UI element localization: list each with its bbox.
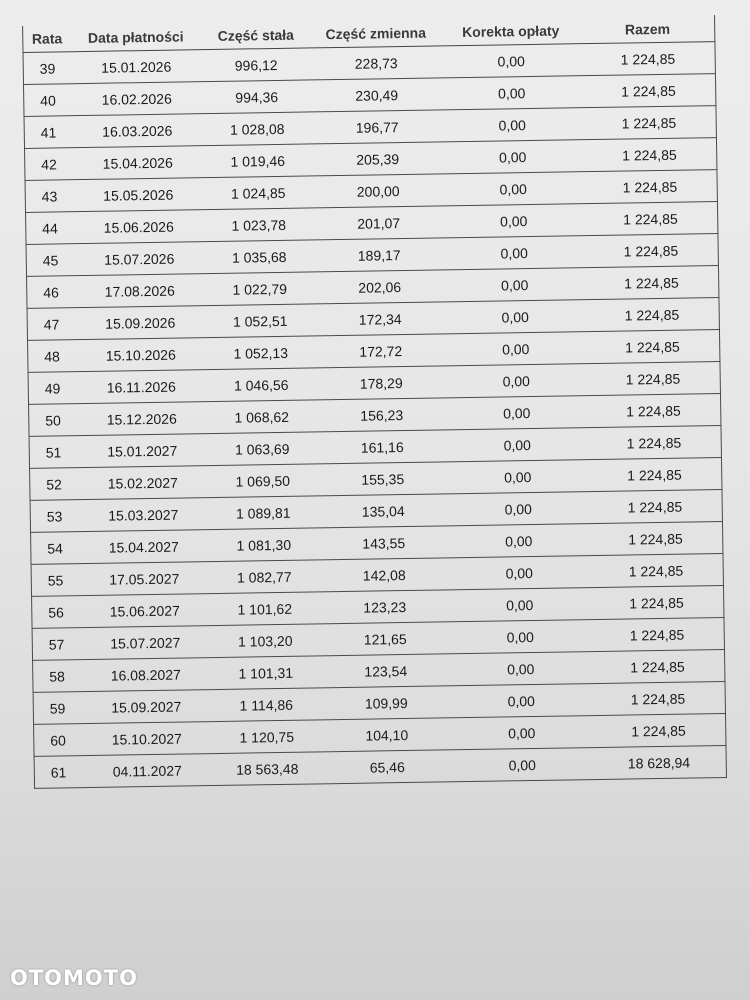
cell-fee-correction: 0,00 bbox=[441, 76, 581, 110]
cell-payment-date: 17.08.2026 bbox=[75, 274, 205, 308]
cell-fee-correction: 0,00 bbox=[443, 172, 583, 206]
cell-total: 1 224,85 bbox=[586, 362, 720, 396]
cell-variable-part: 65,46 bbox=[322, 750, 452, 784]
cell-fixed-part: 994,36 bbox=[201, 80, 311, 114]
cell-variable-part: 228,73 bbox=[311, 46, 441, 80]
cell-variable-part: 161,16 bbox=[317, 430, 447, 464]
cell-rata: 44 bbox=[26, 212, 74, 245]
cell-rata: 41 bbox=[24, 116, 72, 149]
cell-fixed-part: 1 052,51 bbox=[205, 304, 315, 338]
cell-rata: 60 bbox=[34, 724, 82, 757]
cell-payment-date: 15.07.2026 bbox=[74, 242, 204, 276]
cell-variable-part: 123,54 bbox=[321, 654, 451, 688]
cell-payment-date: 15.01.2027 bbox=[77, 434, 207, 468]
cell-payment-date: 15.06.2026 bbox=[74, 210, 204, 244]
cell-variable-part: 121,65 bbox=[320, 622, 450, 656]
cell-payment-date: 17.05.2027 bbox=[79, 562, 209, 596]
cell-fee-correction: 0,00 bbox=[447, 428, 587, 462]
cell-total: 1 224,85 bbox=[589, 586, 723, 620]
cell-total: 1 224,85 bbox=[582, 138, 716, 172]
cell-variable-part: 172,34 bbox=[315, 302, 445, 336]
cell-rata: 42 bbox=[25, 148, 73, 181]
cell-fixed-part: 1 028,08 bbox=[202, 112, 312, 146]
cell-rata: 54 bbox=[31, 532, 79, 565]
cell-fee-correction: 0,00 bbox=[444, 268, 584, 302]
cell-rata: 58 bbox=[33, 660, 81, 693]
payment-schedule-table bbox=[22, 15, 727, 789]
cell-fee-correction: 0,00 bbox=[451, 684, 591, 718]
cell-total: 1 224,85 bbox=[583, 202, 717, 236]
cell-fee-correction: 0,00 bbox=[450, 620, 590, 654]
cell-fee-correction: 0,00 bbox=[442, 108, 582, 142]
cell-payment-date: 15.07.2027 bbox=[80, 626, 210, 660]
cell-fixed-part: 1 024,85 bbox=[203, 176, 313, 210]
cell-rata: 59 bbox=[33, 692, 81, 725]
cell-fixed-part: 1 063,69 bbox=[207, 432, 317, 466]
cell-fixed-part: 1 101,62 bbox=[210, 592, 320, 626]
cell-fixed-part: 1 081,30 bbox=[209, 528, 319, 562]
cell-rata: 53 bbox=[30, 500, 78, 533]
cell-rata: 55 bbox=[31, 564, 79, 597]
cell-rata: 43 bbox=[25, 180, 73, 213]
header-rata: Rata bbox=[23, 25, 71, 52]
cell-variable-part: 109,99 bbox=[321, 686, 451, 720]
otomoto-watermark-logo: OTOMOTO bbox=[10, 966, 138, 990]
cell-fixed-part: 1 022,79 bbox=[205, 272, 315, 306]
cell-total: 1 224,85 bbox=[590, 650, 724, 684]
cell-fee-correction: 0,00 bbox=[445, 332, 585, 366]
cell-variable-part: 155,35 bbox=[318, 462, 448, 496]
cell-total: 1 224,85 bbox=[585, 330, 719, 364]
cell-total: 1 224,85 bbox=[591, 682, 725, 716]
cell-fixed-part: 1 114,86 bbox=[211, 688, 321, 722]
cell-fee-correction: 0,00 bbox=[448, 492, 588, 526]
cell-payment-date: 15.04.2026 bbox=[73, 146, 203, 180]
cell-fee-correction: 0,00 bbox=[446, 364, 586, 398]
cell-total: 1 224,85 bbox=[590, 618, 724, 652]
cell-total: 1 224,85 bbox=[584, 266, 718, 300]
cell-variable-part: 123,23 bbox=[320, 590, 450, 624]
cell-fixed-part: 996,12 bbox=[201, 48, 311, 82]
cell-fixed-part: 1 046,56 bbox=[206, 368, 316, 402]
cell-fee-correction: 0,00 bbox=[443, 204, 583, 238]
cell-fee-correction: 0,00 bbox=[441, 44, 581, 78]
cell-payment-date: 15.10.2026 bbox=[76, 338, 206, 372]
cell-rata: 52 bbox=[30, 468, 78, 501]
cell-fixed-part: 1 069,50 bbox=[208, 464, 318, 498]
cell-fee-correction: 0,00 bbox=[450, 588, 590, 622]
cell-total: 1 224,85 bbox=[582, 106, 716, 140]
cell-variable-part: 178,29 bbox=[316, 366, 446, 400]
header-fixed-part: Część stała bbox=[201, 21, 311, 49]
header-payment-date: Data płatności bbox=[71, 23, 201, 52]
cell-variable-part: 156,23 bbox=[317, 398, 447, 432]
cell-rata: 51 bbox=[29, 436, 77, 469]
cell-rata: 50 bbox=[29, 404, 77, 437]
cell-rata: 48 bbox=[28, 340, 76, 373]
cell-fixed-part: 1 101,31 bbox=[211, 656, 321, 690]
cell-payment-date: 15.06.2027 bbox=[80, 594, 210, 628]
cell-total: 1 224,85 bbox=[587, 426, 721, 460]
cell-variable-part: 200,00 bbox=[313, 174, 443, 208]
cell-fixed-part: 1 089,81 bbox=[208, 496, 318, 530]
header-total: Razem bbox=[581, 15, 715, 44]
cell-fee-correction: 0,00 bbox=[452, 748, 592, 782]
cell-rata: 40 bbox=[24, 84, 72, 117]
cell-total: 1 224,85 bbox=[589, 554, 723, 588]
cell-fixed-part: 1 103,20 bbox=[210, 624, 320, 658]
cell-rata: 61 bbox=[34, 756, 82, 789]
cell-rata: 39 bbox=[23, 52, 71, 85]
cell-fixed-part: 1 068,62 bbox=[207, 400, 317, 434]
cell-total: 1 224,85 bbox=[585, 298, 719, 332]
cell-payment-date: 15.03.2027 bbox=[78, 498, 208, 532]
cell-variable-part: 189,17 bbox=[314, 238, 444, 272]
cell-total: 1 224,85 bbox=[587, 458, 721, 492]
cell-payment-date: 16.11.2026 bbox=[76, 370, 206, 404]
cell-payment-date: 15.10.2027 bbox=[82, 722, 212, 756]
cell-variable-part: 196,77 bbox=[312, 110, 442, 144]
cell-total: 1 224,85 bbox=[581, 74, 715, 108]
cell-payment-date: 16.08.2027 bbox=[81, 658, 211, 692]
cell-payment-date: 04.11.2027 bbox=[82, 754, 212, 788]
cell-total: 1 224,85 bbox=[584, 234, 718, 268]
cell-variable-part: 142,08 bbox=[319, 558, 449, 592]
cell-rata: 56 bbox=[32, 596, 80, 629]
cell-fee-correction: 0,00 bbox=[442, 140, 582, 174]
cell-total: 1 224,85 bbox=[588, 490, 722, 524]
cell-payment-date: 16.02.2026 bbox=[72, 82, 202, 116]
cell-variable-part: 202,06 bbox=[314, 270, 444, 304]
cell-total: 1 224,85 bbox=[591, 714, 725, 748]
cell-variable-part: 143,55 bbox=[319, 526, 449, 560]
cell-rata: 49 bbox=[28, 372, 76, 405]
table-body bbox=[23, 42, 726, 789]
cell-fee-correction: 0,00 bbox=[447, 460, 587, 494]
cell-fixed-part: 18 563,48 bbox=[212, 752, 322, 786]
cell-variable-part: 230,49 bbox=[311, 78, 441, 112]
cell-variable-part: 172,72 bbox=[315, 334, 445, 368]
cell-rata: 57 bbox=[32, 628, 80, 661]
cell-payment-date: 15.05.2026 bbox=[73, 178, 203, 212]
cell-total: 1 224,85 bbox=[581, 42, 715, 76]
cell-variable-part: 201,07 bbox=[313, 206, 443, 240]
cell-payment-date: 16.03.2026 bbox=[72, 114, 202, 148]
cell-variable-part: 104,10 bbox=[322, 718, 452, 752]
cell-fee-correction: 0,00 bbox=[448, 524, 588, 558]
cell-rata: 46 bbox=[27, 276, 75, 309]
cell-payment-date: 15.02.2027 bbox=[78, 466, 208, 500]
cell-fee-correction: 0,00 bbox=[444, 236, 584, 270]
cell-fixed-part: 1 120,75 bbox=[212, 720, 322, 754]
cell-rata: 47 bbox=[27, 308, 75, 341]
header-fee-correction: Korekta opłaty bbox=[441, 17, 581, 46]
cell-fixed-part: 1 035,68 bbox=[204, 240, 314, 274]
cell-total: 1 224,85 bbox=[588, 522, 722, 556]
cell-total: 1 224,85 bbox=[586, 394, 720, 428]
cell-fixed-part: 1 082,77 bbox=[209, 560, 319, 594]
cell-total: 18 628,94 bbox=[592, 746, 726, 780]
cell-payment-date: 15.09.2026 bbox=[75, 306, 205, 340]
cell-payment-date: 15.12.2026 bbox=[77, 402, 207, 436]
cell-fee-correction: 0,00 bbox=[452, 716, 592, 750]
cell-variable-part: 205,39 bbox=[312, 142, 442, 176]
cell-payment-date: 15.09.2027 bbox=[81, 690, 211, 724]
cell-payment-date: 15.01.2026 bbox=[71, 50, 201, 84]
cell-fixed-part: 1 023,78 bbox=[204, 208, 314, 242]
cell-variable-part: 135,04 bbox=[318, 494, 448, 528]
cell-rata: 45 bbox=[26, 244, 74, 277]
header-variable-part: Część zmienna bbox=[311, 19, 441, 48]
cell-fee-correction: 0,00 bbox=[446, 396, 586, 430]
cell-fee-correction: 0,00 bbox=[451, 652, 591, 686]
cell-total: 1 224,85 bbox=[583, 170, 717, 204]
cell-fee-correction: 0,00 bbox=[449, 556, 589, 590]
cell-payment-date: 15.04.2027 bbox=[79, 530, 209, 564]
cell-fixed-part: 1 052,13 bbox=[206, 336, 316, 370]
cell-fixed-part: 1 019,46 bbox=[202, 144, 312, 178]
cell-fee-correction: 0,00 bbox=[445, 300, 585, 334]
